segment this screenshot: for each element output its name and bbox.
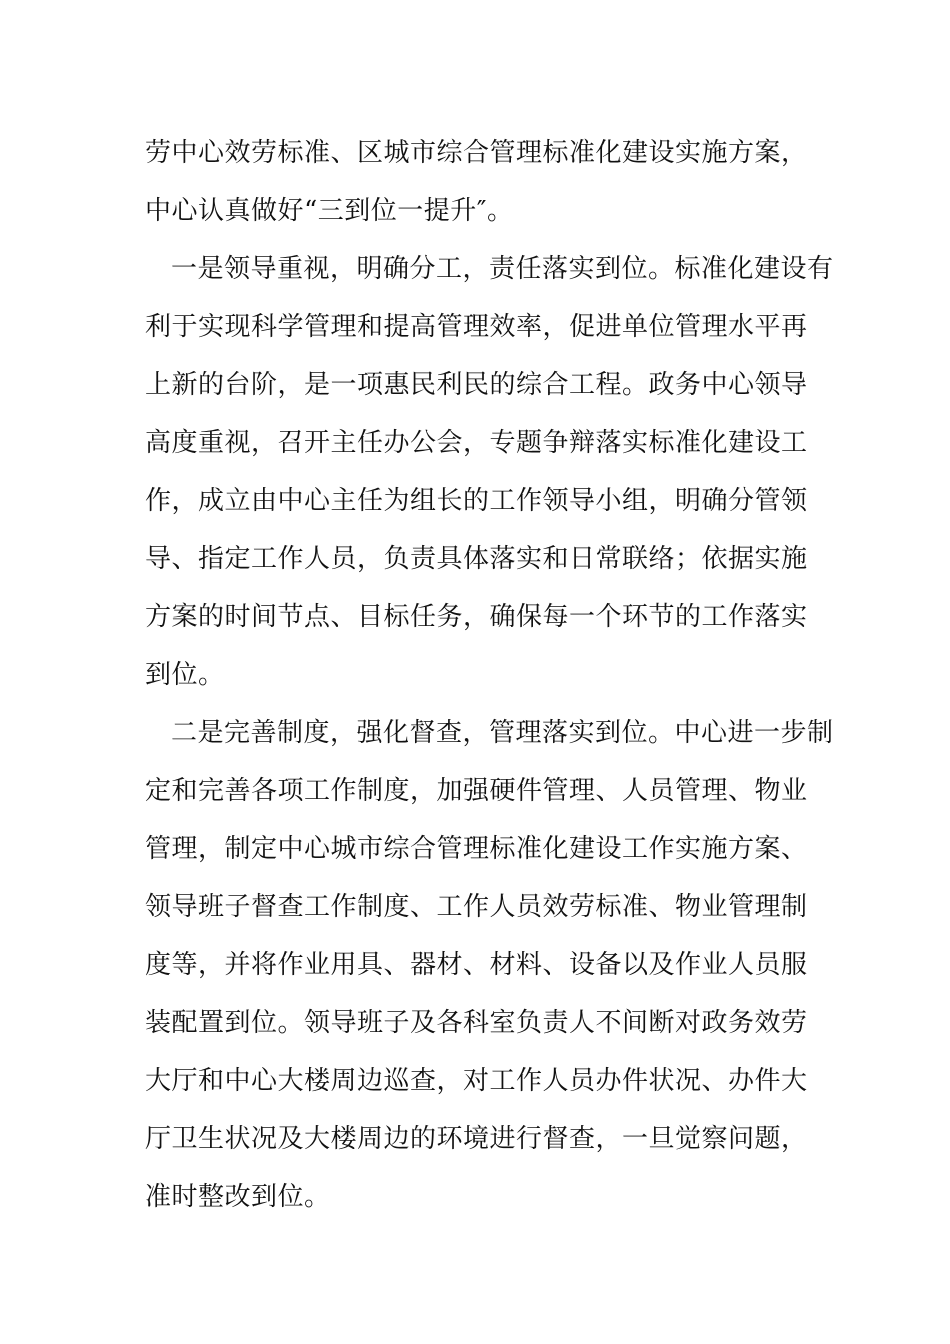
paragraph-start-line: 一是领导重视，明确分工，责任落实到位。标准化建设有: [171, 254, 834, 284]
text-line: 大厅和中心大楼周边巡查，对工作人员办件状况、办件大: [145, 1066, 808, 1096]
body-text: [145, 124, 845, 1226]
paragraph-start-line: 二是完善制度，强化督查，管理落实到位。中心进一步制: [171, 718, 834, 748]
text-line: 到位。: [145, 660, 225, 690]
text-line: 上新的台阶，是一项惠民利民的综合工程。政务中心领导: [145, 370, 808, 400]
text-line: 方案的时间节点、目标任务，确保每一个环节的工作落实: [145, 602, 808, 632]
text-line: 利于实现科学管理和提高管理效率，促进单位管理水平再: [145, 312, 808, 342]
text-line: 中心认真做好“三到位一提升″。: [145, 196, 514, 226]
text-line: 准时整改到位。: [145, 1182, 331, 1212]
text-line: 导、指定工作人员，负责具体落实和日常联络；依据实施: [145, 544, 808, 574]
text-line: 领导班子督查工作制度、工作人员效劳标准、物业管理制: [145, 892, 808, 922]
text-line: 厅卫生状况及大楼周边的环境进行督查，一旦觉察问题，: [145, 1124, 808, 1154]
text-line: 劳中心效劳标准、区城市综合管理标准化建设实施方案，: [145, 138, 808, 168]
text-line: 度等，并将作业用具、器材、材料、设备以及作业人员服: [145, 950, 808, 980]
text-line: 高度重视，召开主任办公会，专题争辩落实标准化建设工: [145, 428, 808, 458]
text-line: 管理，制定中心城市综合管理标准化建设工作实施方案、: [145, 834, 808, 864]
text-line: 定和完善各项工作制度，加强硬件管理、人员管理、物业: [145, 776, 808, 806]
text-line: 装配置到位。领导班子及各科室负责人不间断对政务效劳: [145, 1008, 808, 1038]
text-line: 作，成立由中心主任为组长的工作领导小组，明确分管领: [145, 486, 808, 516]
